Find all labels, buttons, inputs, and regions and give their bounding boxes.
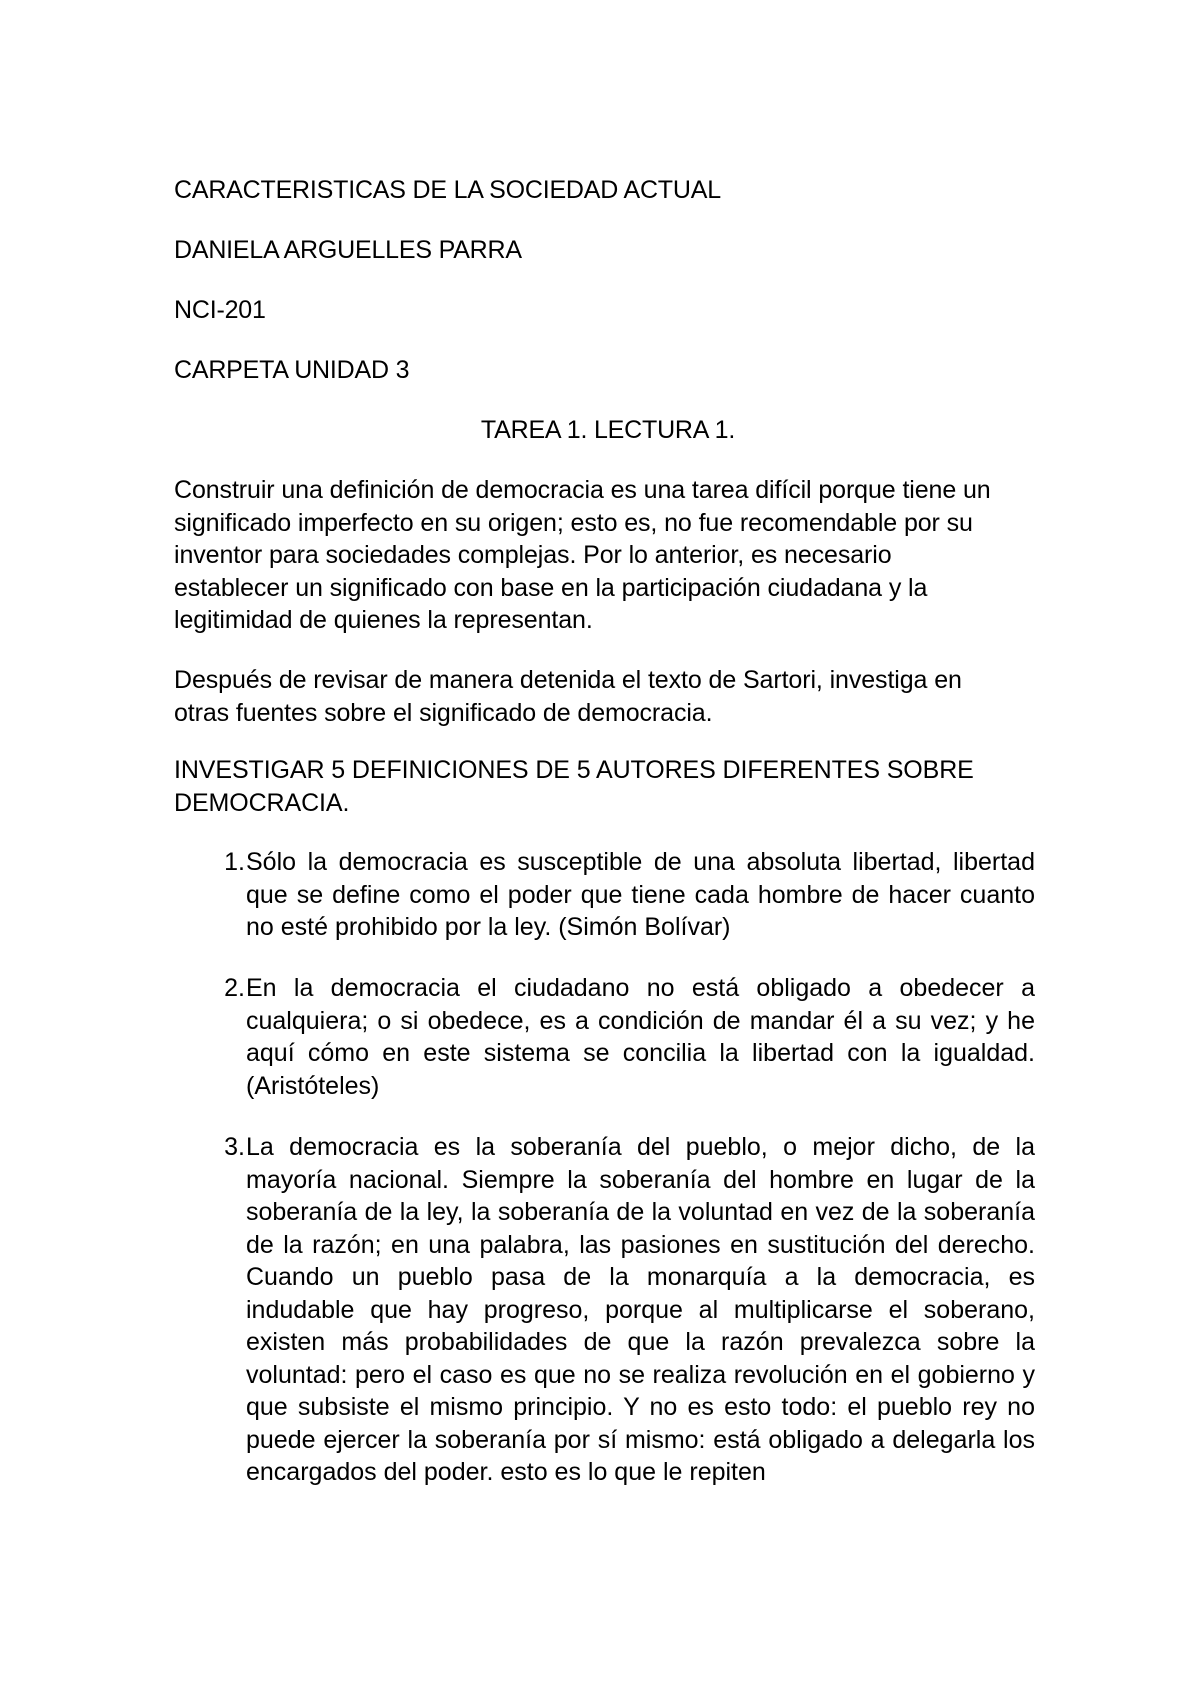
- list-item-text: La democracia es la soberanía del pueblo, o mejor dicho, de la mayoría nacional. Siempre la soberanía del hombre en lugar de la soberanía de la ley, la soberanía de la voluntad en vez de la soberanía de la razón; en una palabra, las pasiones en sustitución del derecho. Cuando un pueblo pasa de la monarquía a la democracia, es indudable que hay progreso, porque al multiplicarse el soberano, existen más probabilidades de que la razón prevalezca sobre la voluntad: pero el caso es que no se realiza revolución en el gobierno y que subsiste el mismo principio. Y no es esto todo: el pueblo rey no puede ejercer la soberanía por sí mismo: está obligado a delegarla los encargados del poder. esto es lo que le repiten: [246, 1133, 1035, 1486]
- folder-unit: CARPETA UNIDAD 3: [174, 356, 410, 384]
- list-item: [205, 1131, 1035, 1555]
- section-heading: INVESTIGAR 5 DEFINICIONES DE 5 AUTORES DIFERENTES SOBRE DEMOCRACIA.: [174, 756, 974, 817]
- document-title: CARACTERISTICAS DE LA SOCIEDAD ACTUAL: [174, 176, 721, 204]
- list-item: [205, 846, 1035, 944]
- task-title: TAREA 1. LECTURA 1.: [480, 416, 736, 444]
- intro-paragraph: Construir una definición de democracia es una tarea difícil porque tiene un significado imperfecto en su origen; esto es, no fue recomendable por su inventor para sociedades complejas. Por lo anterior, es necesario establecer un significado con base en la participación ciudadana y la legitimidad de quienes la representan.: [174, 476, 991, 634]
- list-item-text: En la democracia el ciudadano no está obligado a obedecer a cualquiera; o si obedece, es a condición de mandar él a su vez; y he aquí cómo en este sistema se concilia la libertad con la igualdad. (Aristóteles): [246, 974, 1035, 1100]
- instruction-paragraph: Después de revisar de manera detenida el texto de Sartori, investiga en otras fuentes sobre el significado de democracia.: [174, 666, 962, 727]
- list-item-text: Sólo la democracia es susceptible de una absoluta libertad, libertad que se define como el poder que tiene cada hombre de hacer cuanto no esté prohibido por la ley. (Simón Bolívar): [246, 848, 1035, 941]
- list-item-number: 1.: [224, 848, 245, 876]
- student-name: DANIELA ARGUELLES PARRA: [174, 236, 522, 264]
- list-item-number: 2.: [224, 974, 245, 1002]
- list-item: [205, 972, 1035, 1102]
- course-code: NCI-201: [174, 296, 266, 324]
- list-item-number: 3.: [224, 1133, 245, 1161]
